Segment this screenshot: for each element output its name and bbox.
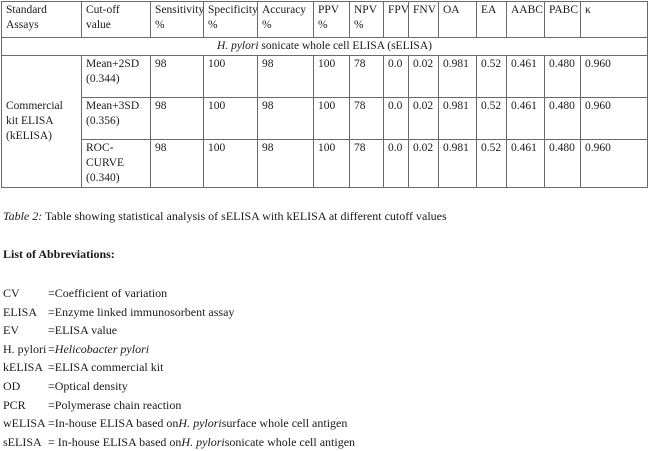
abbreviation-item [3,321,355,340]
value-cell: 100 [204,98,258,140]
table-caption [3,209,447,224]
column-header: κ [581,2,648,38]
value-cell: 0.461 [507,140,545,188]
abbreviation-term: PCR [3,397,26,412]
column-header: PABC [545,2,581,38]
column-header: Specificity % [204,2,258,38]
value-cell: 0.981 [439,56,477,98]
abbreviation-item [3,433,355,451]
abbreviation-term: OD [3,378,21,393]
table-body [2,38,648,188]
table-row [2,140,648,188]
value-cell: 0.52 [477,56,507,98]
section-title-row [2,38,648,56]
value-cell: 0.52 [477,140,507,188]
abbreviation-term: wELISA [3,416,46,431]
value-cell: 78 [350,56,384,98]
cutoff-cell: ROC-CURVE (0.340) [82,140,151,188]
column-header: NPV % [350,2,384,38]
value-cell: 100 [314,98,350,140]
column-header: OA [439,2,477,38]
section-title: H. pylori sonicate whole cell ELISA (sELISA) [2,38,648,56]
column-header: AABC [507,2,545,38]
value-cell: 98 [151,140,204,188]
abbreviation-definition-suffix: surface whole cell antigen [221,416,348,431]
value-cell: 100 [204,140,258,188]
abbreviation-term: CV [3,286,20,300]
value-cell: 98 [151,56,204,98]
abbreviation-term: ELISA [3,304,37,319]
abbreviation-definition-italic: H. pylori [178,416,222,431]
value-cell: 0.981 [439,98,477,140]
abbreviation-term: H. pylori [3,341,47,356]
column-header: FPV [384,2,409,38]
column-header: Cut-off value [82,2,151,38]
value-cell: 0.02 [409,56,439,98]
value-cell: 0.461 [507,56,545,98]
abbreviation-item [3,414,355,433]
value-cell: 0.0 [384,98,409,140]
abbreviation-item [3,358,355,377]
abbreviation-definition: =ELISA value [48,323,118,338]
abbreviation-definition: =ELISA commercial kit [48,360,164,375]
value-cell: 78 [350,98,384,140]
value-cell: 0.02 [409,140,439,188]
value-cell: 98 [258,98,314,140]
column-header: EA [477,2,507,38]
value-cell: 0.480 [545,56,581,98]
caption-text: Table showing statistical analysis of sELISA with kELISA at different cutoff values [42,209,447,223]
value-cell: 98 [258,140,314,188]
value-cell: 0.52 [477,98,507,140]
abbreviation-definition: =Coefficient of variation [48,286,168,300]
value-cell: 0.02 [409,98,439,140]
abbreviation-definition-italic: Helicobacter pylori [54,341,150,356]
value-cell: 0.0 [384,140,409,188]
value-cell: 0.960 [581,98,648,140]
column-header: Accuracy % [258,2,314,38]
abbreviation-definition: = In-house ELISA based on [48,434,182,449]
value-cell: 100 [314,56,350,98]
abbreviation-definition: =In-house ELISA based on [48,416,179,431]
abbreviations-heading: List of Abbreviations: [3,247,115,261]
abbreviation-term: EV [3,323,19,338]
value-cell: 0.0 [384,56,409,98]
abbreviation-item [3,340,355,359]
group-label-cell: Commercial kit ELISA (kELISA) [2,56,82,188]
value-cell: 0.960 [581,56,648,98]
abbreviation-term: kELISA [3,360,43,375]
column-header: Sensitivity % [151,2,204,38]
abbreviation-item [3,303,355,322]
abbreviation-term: sELISA [3,434,42,449]
abbreviation-definition: = [48,341,55,356]
value-cell: 0.480 [545,98,581,140]
abbreviation-definition-italic: H. pylori [181,434,225,449]
abbreviation-item [3,377,355,396]
abbreviation-definition: =Polymerase chain reaction [48,397,182,412]
abbreviation-definition: =Optical density [48,378,128,393]
column-header: FNV [409,2,439,38]
value-cell: 0.960 [581,140,648,188]
abbreviation-definition-suffix: sonicate whole cell antigen [224,434,356,449]
cutoff-cell: Mean+2SD (0.344) [82,56,151,98]
table-row [2,98,648,140]
value-cell: 98 [151,98,204,140]
caption-label: Table 2: [3,209,43,223]
value-cell: 98 [258,56,314,98]
abbreviation-item [3,396,355,415]
abbreviation-definition: =Enzyme linked immunosorbent assay [48,304,235,319]
value-cell: 78 [350,140,384,188]
table-row [2,56,648,98]
abbreviations-list [3,284,355,451]
results-table [1,1,648,188]
value-cell: 100 [204,56,258,98]
abbreviation-item [3,284,355,303]
value-cell: 0.480 [545,140,581,188]
header-row [2,2,648,38]
value-cell: 0.461 [507,98,545,140]
cutoff-cell: Mean+3SD (0.356) [82,98,151,140]
value-cell: 100 [314,140,350,188]
value-cell: 0.981 [439,140,477,188]
column-header: Standard Assays [2,2,82,38]
column-header: PPV % [314,2,350,38]
